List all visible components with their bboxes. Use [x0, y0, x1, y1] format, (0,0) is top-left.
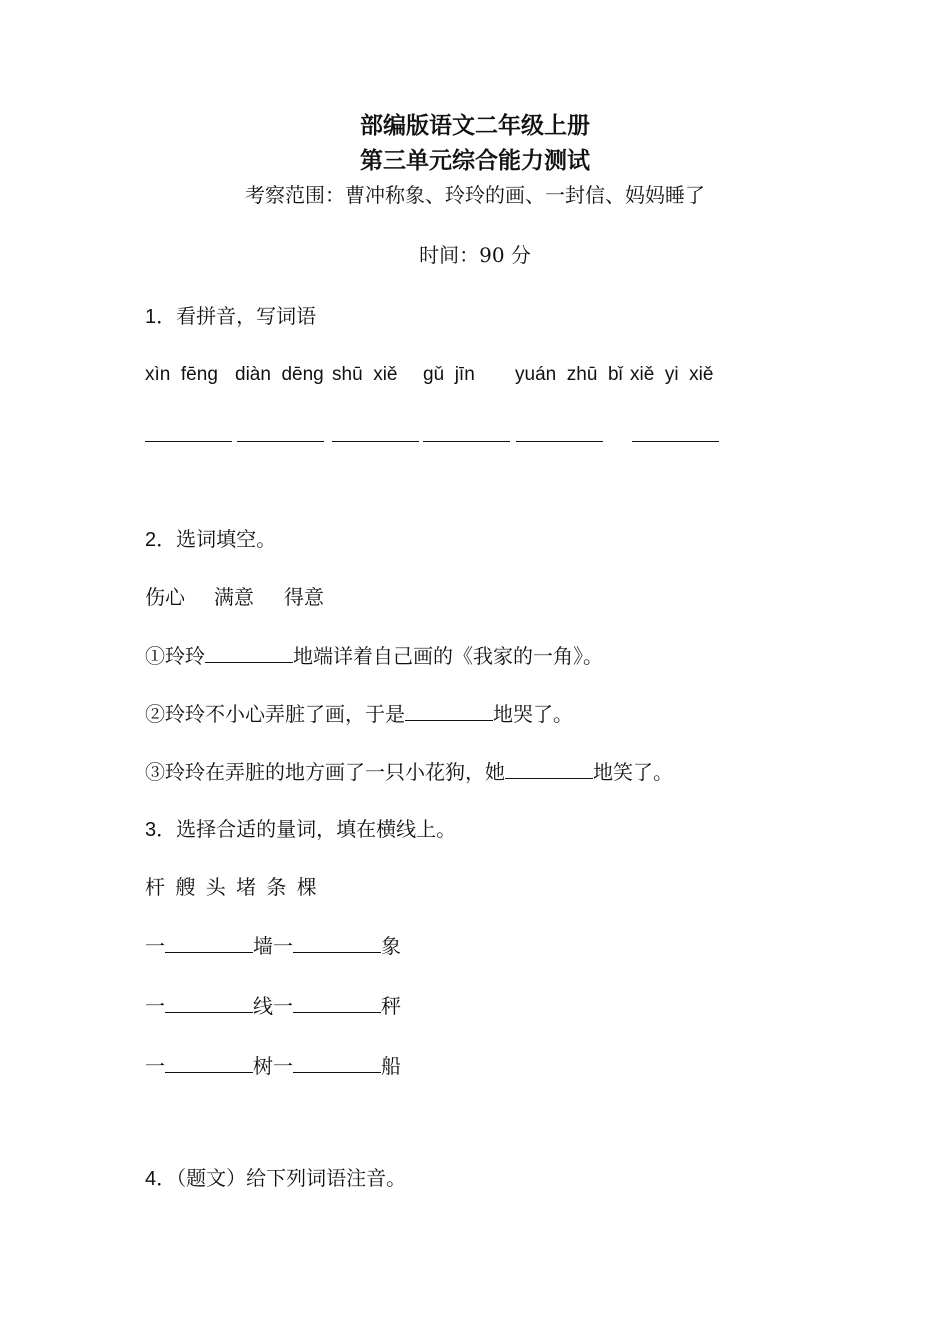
q2-item-3 [145, 758, 673, 786]
pinyin-1: xìn fēng [145, 364, 218, 385]
q3-prompt: 选择合适的量词，填在横线上。 [176, 817, 457, 841]
answer-blank-4[interactable] [423, 441, 510, 442]
q2-item-2-blank[interactable] [405, 702, 493, 721]
q3-row-2-blank-b[interactable] [293, 994, 381, 1013]
q2-number: 2． [145, 529, 177, 551]
q2-item-2-before: 玲玲不小心弄脏了画，于是 [165, 702, 405, 726]
q3-row-2-prefix-a: 一 [145, 994, 165, 1018]
q2-option-1: 伤心 [145, 585, 185, 609]
q3-row-2-prefix-b: 一 [273, 994, 293, 1018]
q3-row-2-noun-b: 秤 [381, 994, 401, 1018]
pinyin-4: gǔ jīn [423, 364, 475, 385]
q3-row-1 [145, 932, 401, 960]
q4-prompt: （题文）给下列词语注音。 [176, 1166, 407, 1190]
q3-row-1-prefix-b: 一 [273, 934, 293, 958]
q1-number: 1． [145, 306, 177, 328]
answer-blank-1[interactable] [145, 441, 232, 442]
q2-item-1-after: 地端详着自己画的《我家的一角》。 [293, 644, 603, 668]
q2-item-1 [145, 642, 603, 670]
q1-heading [145, 302, 316, 331]
q2-item-1-before: 玲玲 [165, 644, 205, 668]
q3-options: 杆 艘 头 堵 条 棵 [145, 875, 319, 899]
q1-prompt: 看拼音，写词语 [176, 304, 317, 328]
pinyin-2: diàn dēng [235, 364, 324, 385]
q3-row-1-blank-b[interactable] [293, 934, 381, 953]
q3-row-1-noun-b: 象 [381, 934, 401, 958]
time-text: 时间：90 分 [419, 243, 531, 267]
q3-row-1-blank-a[interactable] [165, 934, 253, 953]
q2-item-2 [145, 700, 573, 728]
q3-number: 3． [145, 819, 177, 841]
q4-heading [145, 1164, 406, 1193]
q2-prompt: 选词填空。 [176, 527, 277, 551]
scope-text: 考察范围：曹冲称象、玲玲的画、一封信、妈妈睡了 [245, 183, 705, 207]
q2-option-3: 得意 [284, 585, 324, 609]
q3-row-1-noun-a: 墙 [253, 934, 273, 958]
q2-item-3-mark: ③ [145, 760, 165, 784]
q3-row-2-noun-a: 线 [253, 994, 273, 1018]
pinyin-3: shū xiě [332, 364, 398, 385]
q3-row-3-prefix-a: 一 [145, 1054, 165, 1078]
q2-item-1-mark: ① [145, 644, 165, 668]
q2-item-3-after: 地笑了。 [593, 760, 673, 784]
answer-blank-5[interactable] [516, 441, 603, 442]
pinyin-5: yuán zhū bǐ [515, 364, 623, 385]
answer-blank-3[interactable] [332, 441, 419, 442]
q3-row-3-prefix-b: 一 [273, 1054, 293, 1078]
q3-row-1-prefix-a: 一 [145, 934, 165, 958]
answer-blank-2[interactable] [237, 441, 324, 442]
q2-item-3-before: 玲玲在弄脏的地方画了一只小花狗，她 [165, 760, 505, 784]
q4-number: 4． [145, 1168, 177, 1190]
pinyin-6: xiě yi xiě [630, 364, 714, 385]
q2-item-1-blank[interactable] [205, 644, 293, 663]
q3-row-3-noun-a: 树 [253, 1054, 273, 1078]
q3-row-3-noun-b: 船 [381, 1054, 401, 1078]
q3-row-2 [145, 992, 401, 1020]
q2-item-3-blank[interactable] [505, 760, 593, 779]
q3-row-3-blank-a[interactable] [165, 1054, 253, 1073]
q2-heading [145, 525, 276, 554]
answer-blank-6[interactable] [632, 441, 719, 442]
q3-row-3-blank-b[interactable] [293, 1054, 381, 1073]
q2-item-2-mark: ② [145, 702, 165, 726]
title-line-1: 部编版语文二年级上册 [360, 113, 590, 139]
q2-option-2: 满意 [214, 585, 254, 609]
q3-row-2-blank-a[interactable] [165, 994, 253, 1013]
q3-heading [145, 815, 456, 844]
q2-item-2-after: 地哭了。 [493, 702, 573, 726]
q3-row-3 [145, 1052, 401, 1080]
title-line-2: 第三单元综合能力测试 [360, 148, 590, 174]
